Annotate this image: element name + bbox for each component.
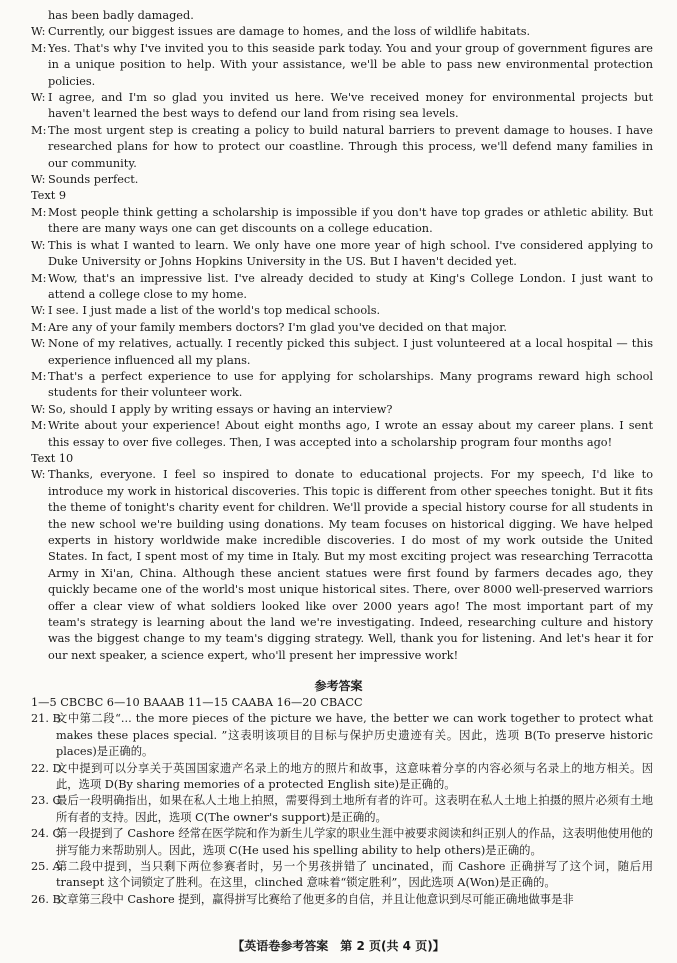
question-number: 24. C	[31, 827, 62, 841]
question-number: 22. D	[31, 761, 62, 775]
dialogue-text: Currently, our biggest issues are damage to homes, and the loss of wildlife habitats.	[48, 25, 531, 39]
dialogue-text: That's a perfect experience to use for applying for scholarships. Many programs reward high school students for their volunteer work.	[48, 369, 653, 400]
dialogue-line	[31, 467, 653, 664]
speaker-label: W:	[31, 238, 46, 252]
speaker-label: W:	[31, 91, 46, 105]
dialogue-line	[31, 336, 653, 369]
explanation-text: 最后一段明确指出，如果在私人土地上拍照，需要得到土地所有者的许可。这表明在私人土地上拍摄的照片必须有土地所有者的支持。因此，选项 C(The owner's support)是正确的。	[56, 794, 653, 824]
speaker-label: M:	[31, 41, 47, 55]
dialogue-line	[31, 172, 653, 188]
explanation-text: 文中第二段“... the more pieces of the picture we have, the better we can work together to protect what makes these places special. ”这表明该项目的目标与保护历史遗迹有关。因此，选项 B(To preserve historic places)是正确的。	[56, 712, 653, 759]
dialogue-line	[31, 303, 653, 319]
dialogue-text: I agree, and I'm so glad you invited us here. We've received money for environmental projects but haven't learned the best ways to defend our land from rising sea levels.	[48, 91, 653, 121]
dialogue-text: I see. I just made a list of the world's top medical schools.	[48, 304, 381, 318]
dialogue-line	[31, 205, 653, 238]
dialogue-text: The most urgent step is creating a policy to build natural barriers to prevent damage to houses. I have researched plans for how to protect our coastline. Through this process, we'll defend many families in our community.	[48, 123, 653, 170]
question-number: 26. B	[31, 892, 61, 906]
speaker-label: W:	[31, 304, 46, 318]
speaker-label: W:	[31, 25, 46, 39]
dialogue-text: Yes. That's why I've invited you to this seaside park today. You and your group of government figures are in a unique position to help. With your assistance, we'll be able to pass new environmental protection policies.	[48, 41, 653, 88]
speaker-label: M:	[31, 123, 47, 137]
dialogue-text: So, should I apply by writing essays or having an interview?	[48, 402, 393, 416]
speaker-label: M:	[31, 320, 47, 334]
dialogue-text: Sounds perfect.	[48, 173, 139, 187]
dialogue-line	[31, 41, 653, 90]
dialogue-text: Are any of your family members doctors? I'm glad you've decided on that major.	[48, 320, 507, 334]
listening-transcript	[31, 8, 653, 664]
explanation-text: 文章第三段中 Cashore 提到，赢得拼写比赛给了他更多的自信，并且让他意识到尽可能正确地做事是非	[56, 892, 574, 906]
speaker-label: M:	[31, 369, 47, 383]
speaker-label: W:	[31, 468, 46, 482]
speaker-label: W:	[31, 402, 46, 416]
dialogue-line	[31, 369, 653, 402]
explanation-text: 文中提到可以分享关于英国国家遗产名录上的地方的照片和故事，这意味着分享的内容必须与名录上的地方相关。因此，选项 D(By sharing memories of a protected English site)是正确的。	[56, 761, 653, 792]
dialogue-line	[31, 320, 653, 336]
answers-title: 参考答案	[314, 679, 363, 693]
dialogue-text: Write about your experience! About eight months ago, I wrote an essay about my career plans. I sent this essay to over five colleges. Then, I was accepted into a scholarship program four months ago!	[48, 419, 653, 449]
answer-explanation	[31, 826, 653, 859]
dialogue-line	[31, 90, 653, 123]
dialogue-text: has been badly damaged.	[48, 9, 194, 22]
answer-key	[31, 695, 653, 908]
dialogue-text: Most people think getting a scholarship is impossible if you don't have top grades or athletic ability. But there are many ways one can get discounts on a college education.	[48, 205, 653, 236]
speaker-label: M:	[31, 271, 47, 285]
question-number: 23. C	[31, 794, 62, 808]
answer-explanation	[31, 859, 653, 892]
dialogue-line	[31, 418, 653, 451]
answer-explanation	[31, 711, 653, 760]
dialogue-text: Wow, that's an impressive list. I've already decided to study at King's College London. I just want to attend a college close to my home.	[48, 271, 653, 301]
dialogue-line	[31, 238, 653, 271]
dialogue-line	[31, 24, 653, 40]
speaker-label: W:	[31, 337, 46, 351]
answer-explanation	[31, 892, 653, 908]
dialogue-continuation	[31, 8, 653, 24]
answer-explanations	[31, 711, 653, 908]
explanation-text: 第一段提到了 Cashore 经常在医学院和作为新生儿学家的职业生涯中被要求阅读和纠正别人的作品，这表明他使用他的拼写能力来帮助别人。因此，选项 C(He used his spelling ability to help others)是正确的。	[56, 827, 653, 857]
answer-explanation	[31, 793, 653, 826]
question-number: 25. A	[31, 860, 61, 874]
speaker-label: M:	[31, 205, 47, 219]
dialogue-text: Thanks, everyone. I feel so inspired to donate to educational projects. For my speech, I'd like to introduce my work in historical discoveries. This topic is different from other speeches tonight. But it fits the theme of tonight's charity event for children. We'll provide a special history course for all students in the new school we're building using donations. My team focuses on historical digging. We have helped experts in history worldwide make incredible discoveries. I do most of my work outside the United States. In fact, I spent most of my time in Italy. But my most exciting project was researching Terracotta Army in Xi'an, China. Although these ancient statues were first found by farmers decades ago, they quickly became one of the world's most unique historical sites. There, over 8000 well-preserved warriors offer a clear view of what soldiers looked like over 2000 years ago! The most important part of my team's strategy is learning about the land we're investigating. Indeed, researching culture and history was the biggest change to my team's digging strategy. Well, thank you for listening. And let's hear it for our next speaker, a science expert, who'll present her impressive work!	[48, 468, 653, 662]
dialogue-line	[31, 123, 653, 172]
dialogue-text: None of my relatives, actually. I recently picked this subject. I just volunteered at a local hospital — this experience influenced all my plans.	[48, 337, 653, 367]
section-heading: Text 9	[31, 189, 67, 203]
question-number: 21. B	[31, 712, 61, 726]
section-heading: Text 10	[31, 451, 74, 465]
page-footer: 【英语卷参考答案 第 2 页(共 4 页)】	[232, 939, 445, 953]
answer-explanation	[31, 761, 653, 794]
dialogue-text: This is what I wanted to learn. We only have one more year of high school. I've considered applying to Duke University or Johns Hopkins University in the US. But I haven't decided yet.	[48, 238, 653, 269]
multiple-choice-answers: 1—5 CBCBC 6—10 BAAAB 11—15 CAABA 16—20 CBACC	[31, 696, 363, 709]
speaker-label: M:	[31, 419, 47, 433]
speaker-label: W:	[31, 173, 46, 187]
explanation-text: 第二段中提到，当只剩下两位参赛者时，另一个男孩拼错了 uncinated，而 Cashore 正确拼写了这个词，随后用 transept 这个词锁定了胜利。在这里，clinched 意味着“锁定胜利”，因此选项 A(Won)是正确的。	[56, 860, 653, 890]
dialogue-line	[31, 271, 653, 304]
dialogue-line	[31, 402, 653, 418]
